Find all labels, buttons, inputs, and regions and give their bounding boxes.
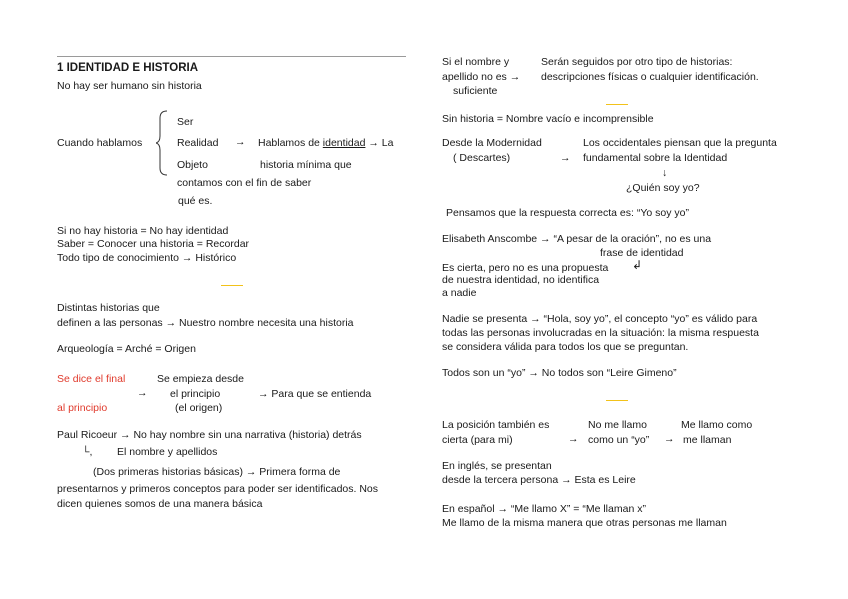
seran-seguidos: Serán seguidos por otro tipo de historias: xyxy=(541,56,733,68)
section-separator xyxy=(221,285,243,286)
se-empieza: Se empieza desde xyxy=(157,373,244,385)
corner-arrow-icon: └, xyxy=(82,446,93,458)
para-que-se-entienda: → Para que se entienda xyxy=(258,388,372,400)
arrow-icon: → xyxy=(664,433,675,445)
de-nuestra: de nuestra identidad, no identifica xyxy=(442,274,600,286)
elisabeth-line: Elisabeth Anscombe → “A pesar de la oración”, no es una xyxy=(442,233,712,245)
sin-historia-line: Sin historia = Nombre vacío e incomprensible xyxy=(442,113,654,125)
return-arrow-icon: ↲ xyxy=(632,258,643,272)
me-llamo-misma-line: Me llamo de la misma manera que otras personas me llaman xyxy=(442,517,727,529)
que-es-line: qué es. xyxy=(178,195,213,207)
saber-line: Saber = Conocer una historia = Recordar xyxy=(57,238,250,250)
me-llaman: me llaman xyxy=(683,434,732,446)
curly-brace-icon xyxy=(156,110,170,176)
occidentales-line: Los occidentales piensan que la pregunta xyxy=(583,137,777,149)
pensamos-line: Pensamos que la respuesta correcta es: “Yo soy yo” xyxy=(446,207,689,219)
objeto-label: Objeto xyxy=(177,159,208,171)
la-posicion: La posición también es xyxy=(442,419,550,431)
descartes: ( Descartes) xyxy=(453,152,511,164)
ser-label: Ser xyxy=(177,116,194,128)
arrow-icon: → xyxy=(560,152,571,164)
arrow-icon: → xyxy=(137,387,148,399)
el-origen: (el origen) xyxy=(175,402,223,414)
no-me-llamo: No me llamo xyxy=(588,419,647,431)
arqueologia-line: Arqueología = Arché = Origen xyxy=(57,343,196,355)
desde-tercera-line: desde la tercera persona → Esta es Leire xyxy=(442,474,636,486)
es-cierta: Es cierta, pero no es una propuesta xyxy=(442,262,609,274)
se-considera-line: se considera válida para todos los que se preguntan. xyxy=(442,341,689,353)
suficiente: suficiente xyxy=(453,85,498,97)
definen-line: definen a las personas → Nuestro nombre necesita una historia xyxy=(57,317,354,329)
page-title: 1 IDENTIDAD E HISTORIA xyxy=(57,62,198,74)
realidad-label: Realidad xyxy=(177,137,219,149)
descripciones: descripciones físicas o cualquier identificación. xyxy=(541,71,759,83)
a-nadie: a nadie xyxy=(442,287,477,299)
distintas-line: Distintas historias que xyxy=(57,302,160,314)
en-ingles-line: En inglés, se presentan xyxy=(442,460,552,472)
contamos-line: contamos con el fin de saber xyxy=(177,177,312,189)
dicen-line: dicen quienes somos de una manera básica xyxy=(57,498,263,510)
frase-identidad: frase de identidad xyxy=(600,247,684,259)
nadie-line: Nadie se presenta → “Hola, soy yo”, el concepto “yo” es válido para xyxy=(442,313,758,325)
top-rule xyxy=(57,56,406,57)
desde-modernidad: Desde la Modernidad xyxy=(442,137,542,149)
apellido-no-es: apellido no es → xyxy=(442,71,521,83)
dos-primeras-line: (Dos primeras historias básicas) → Primera forma de xyxy=(93,466,341,478)
como-un-yo: como un “yo” xyxy=(588,434,650,446)
ricoeur-line: Paul Ricoeur → No hay nombre sin una narrativa (historia) detrás xyxy=(57,429,362,441)
se-dice-final: Se dice el final xyxy=(57,373,126,385)
section-separator xyxy=(606,400,628,401)
cierta-para-mi: cierta (para mi) xyxy=(442,434,513,446)
intro-line: No hay ser humano sin historia xyxy=(57,80,202,92)
todas-line: todas las personas involucradas en la situación: la misma respuesta xyxy=(442,327,759,339)
down-arrow-icon: ↓ xyxy=(662,167,668,179)
cuando-hablamos: Cuando hablamos xyxy=(57,137,143,149)
todos-son-line: Todos son un “yo” → No todos son “Leire Gimeno” xyxy=(442,367,677,379)
fundamental-line: fundamental sobre la Identidad xyxy=(583,152,728,164)
al-principio: al principio xyxy=(57,402,108,414)
arrow-icon: → xyxy=(235,136,246,148)
nombre-apellidos: El nombre y apellidos xyxy=(117,446,218,458)
si-no-line: Si no hay historia = No hay identidad xyxy=(57,225,229,237)
hablamos-line: Hablamos de identidad → La xyxy=(258,137,394,149)
todo-tipo-line: Todo tipo de conocimiento → Histórico xyxy=(57,252,237,264)
presentarnos-line: presentarnos y primeros conceptos para poder ser identificados. Nos xyxy=(57,483,378,495)
section-separator xyxy=(606,104,628,105)
quien-soy-yo: ¿Quién soy yo? xyxy=(626,182,700,194)
si-nombre: Si el nombre y xyxy=(442,56,510,68)
historia-minima: historia mínima que xyxy=(260,159,352,171)
me-llamo-como: Me llamo como xyxy=(681,419,753,431)
en-espanol-line: En español → “Me llamo X” = “Me llaman x” xyxy=(442,503,646,515)
el-principio: el principio xyxy=(170,388,221,400)
arrow-icon: → xyxy=(568,433,579,445)
